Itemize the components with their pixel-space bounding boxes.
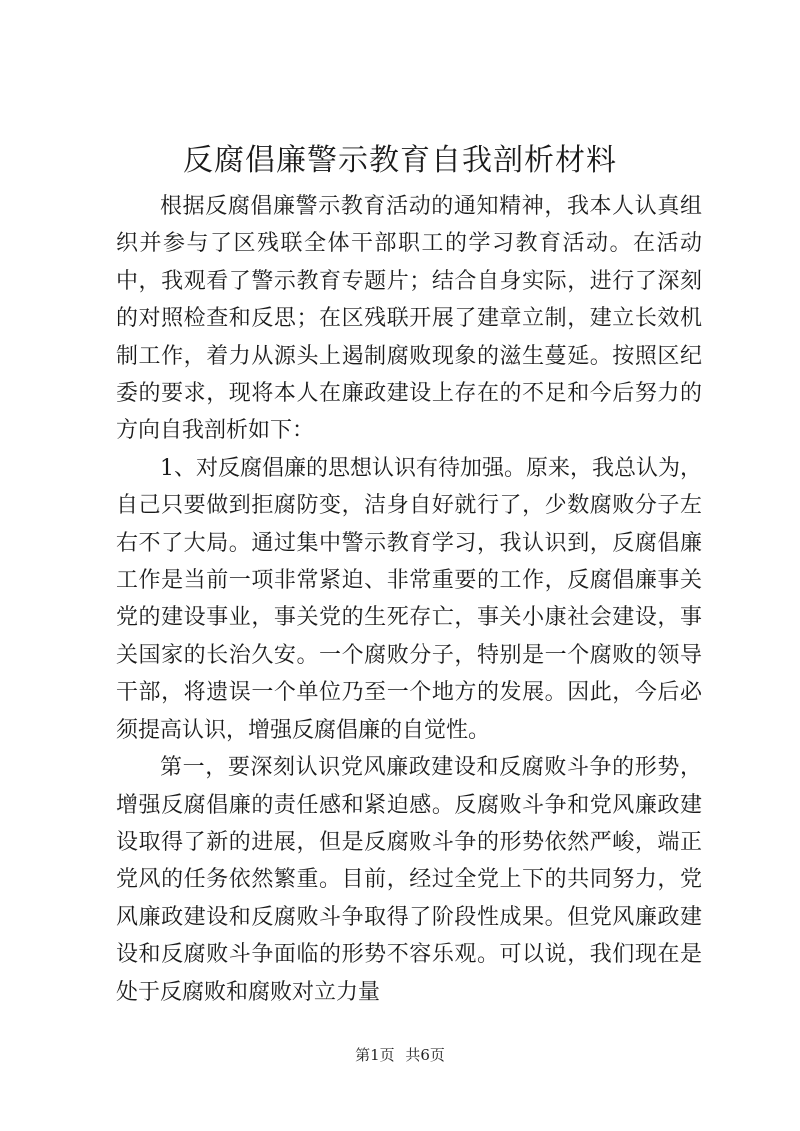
document-title: 反腐倡廉警示教育自我剖析材料: [183, 143, 617, 178]
document-body: [116, 188, 702, 1011]
paragraph-intro: 根据反腐倡廉警示教育活动的通知精神，我本人认真组织并参与了区残联全体干部职工的学习教育活动。在活动中，我观看了警示教育专题片；结合自身实际，进行了深刻的对照检查和反思；在区残联开展了建章立制，建立长效机制工作，着力从源头上遏制腐败现象的滋生蔓延。按照区纪委的要求，现将本人在廉政建设上存在的不足和今后努力的方向自我剖析如下：: [116, 194, 702, 444]
page-footer: [0, 1045, 800, 1065]
paragraph-first: 第一，要深刻认识党风廉政建设和反腐败斗争的形势，增强反腐倡廉的责任感和紧迫感。反腐败斗争和党风廉政建设取得了新的进展，但是反腐败斗争的形势依然严峻，端正党风的任务依然繁重。目前，经过全党上下的共同努力，党风廉政建设和反腐败斗争取得了阶段性成果。但党风廉政建设和反腐败斗争面临的形势不容乐观。可以说，我们现在是处于反腐败和腐败对立力量: [116, 755, 702, 1005]
paragraph-point-1: 1、对反腐倡廉的思想认识有待加强。原来，我总认为，自己只要做到拒腐防变，洁身自好就行了，少数腐败分子左右不了大局。通过集中警示教育学习，我认识到，反腐倡廉工作是当前一项非常紧迫、非常重要的工作，反腐倡廉事关党的建设事业，事关党的生死存亡，事关小康社会建设，事关国家的长治久安。一个腐败分子，特别是一个腐败的领导干部，将遗误一个单位乃至一个地方的发展。因此，今后必须提高认识，增强反腐倡廉的自觉性。: [116, 455, 702, 743]
page-number: 第1页: [355, 1046, 395, 1064]
page-total: 共6页: [405, 1046, 445, 1064]
